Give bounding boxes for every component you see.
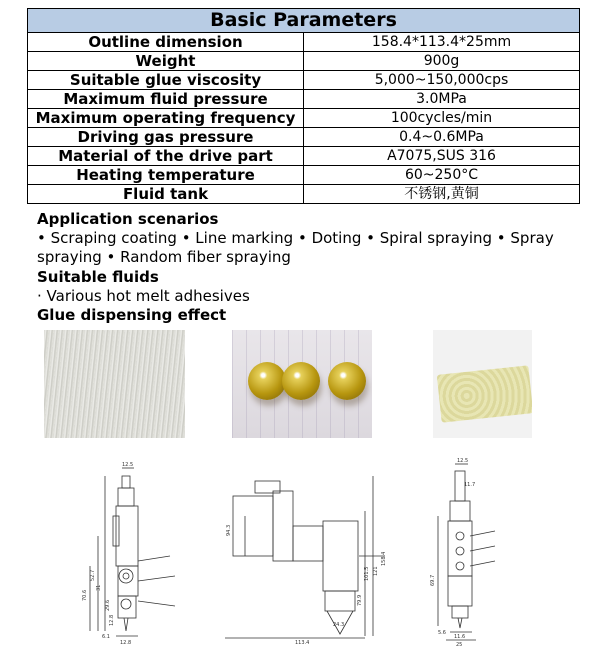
param-label: Material of the drive part: [28, 147, 304, 166]
glue-strip: [437, 365, 532, 422]
dim-label: 101.5: [364, 566, 370, 581]
dim-label: 70.6: [82, 589, 88, 601]
table-header-row: [28, 9, 580, 33]
suitable-fluids-heading: Suitable fluids: [37, 268, 159, 286]
application-scenarios-heading: Application scenarios: [37, 210, 219, 228]
dim-label: 79.9: [357, 594, 363, 606]
param-value: 3.0MPa: [304, 90, 580, 109]
table-row: [28, 109, 580, 128]
param-value: 不锈钢,黄铜: [304, 185, 580, 204]
front-view-drawing: [225, 456, 395, 646]
dim-label: 158.4: [381, 551, 387, 566]
dim-label: 25: [456, 642, 463, 646]
glue-drop: [248, 362, 286, 400]
dim-label: 113.4: [295, 640, 310, 646]
dim-label: 12.5: [122, 462, 134, 468]
param-label: Heating temperature: [28, 166, 304, 185]
param-label: Maximum operating frequency: [28, 109, 304, 128]
param-value: 100cycles/min: [304, 109, 580, 128]
basic-parameters-table: [27, 8, 580, 204]
table-row: [28, 185, 580, 204]
table-row: [28, 90, 580, 109]
dim-label: 6.1: [102, 634, 110, 640]
param-label: Suitable glue viscosity: [28, 71, 304, 90]
spray-fiber-photo: [433, 330, 532, 438]
table-row: [28, 71, 580, 90]
param-value: A7075,SUS 316: [304, 147, 580, 166]
suitable-fluids-text: · Various hot melt adhesives: [37, 287, 250, 305]
dim-label: 12.8: [120, 640, 132, 646]
param-label: Weight: [28, 52, 304, 71]
dim-label: 11.7: [464, 482, 476, 488]
table-row: [28, 166, 580, 185]
dim-label: 11.6: [454, 634, 466, 640]
table-row: [28, 52, 580, 71]
dim-label: 12.8: [109, 614, 115, 626]
dim-label: 5.6: [438, 630, 446, 636]
line-coating-photo: [44, 330, 185, 438]
glue-dispensing-effect-heading: Glue dispensing effect: [37, 306, 227, 324]
param-value: 900g: [304, 52, 580, 71]
glue-drop: [328, 362, 366, 400]
dim-label: 69.7: [430, 574, 436, 586]
param-value: 0.4~0.6MPa: [304, 128, 580, 147]
rear-view-drawing: [410, 456, 520, 646]
table-row: [28, 128, 580, 147]
dim-label: 24.3: [333, 622, 345, 628]
param-label: Outline dimension: [28, 33, 304, 52]
dim-label: 52.7: [90, 569, 96, 581]
dim-label: 12.5: [457, 458, 469, 464]
side-view-drawing: [80, 456, 200, 646]
dim-label: 29.6: [105, 599, 111, 611]
param-value: 5,000~150,000cps: [304, 71, 580, 90]
param-label: Driving gas pressure: [28, 128, 304, 147]
glue-dots-photo: [232, 330, 372, 438]
param-label: Fluid tank: [28, 185, 304, 204]
application-scenarios-text: • Scraping coating • Line marking • Doting • Spiral spraying • Spray spraying • Random fiber spraying: [37, 229, 554, 266]
param-value: 60~250°C: [304, 166, 580, 185]
dim-label: 31: [96, 584, 102, 591]
dim-label: 94.3: [226, 524, 232, 536]
table-row: [28, 33, 580, 52]
param-value: 158.4*113.4*25mm: [304, 33, 580, 52]
glue-drop: [282, 362, 320, 400]
dim-label: 121: [373, 566, 379, 576]
table-row: [28, 147, 580, 166]
table-title: Basic Parameters: [28, 9, 580, 33]
param-label: Maximum fluid pressure: [28, 90, 304, 109]
